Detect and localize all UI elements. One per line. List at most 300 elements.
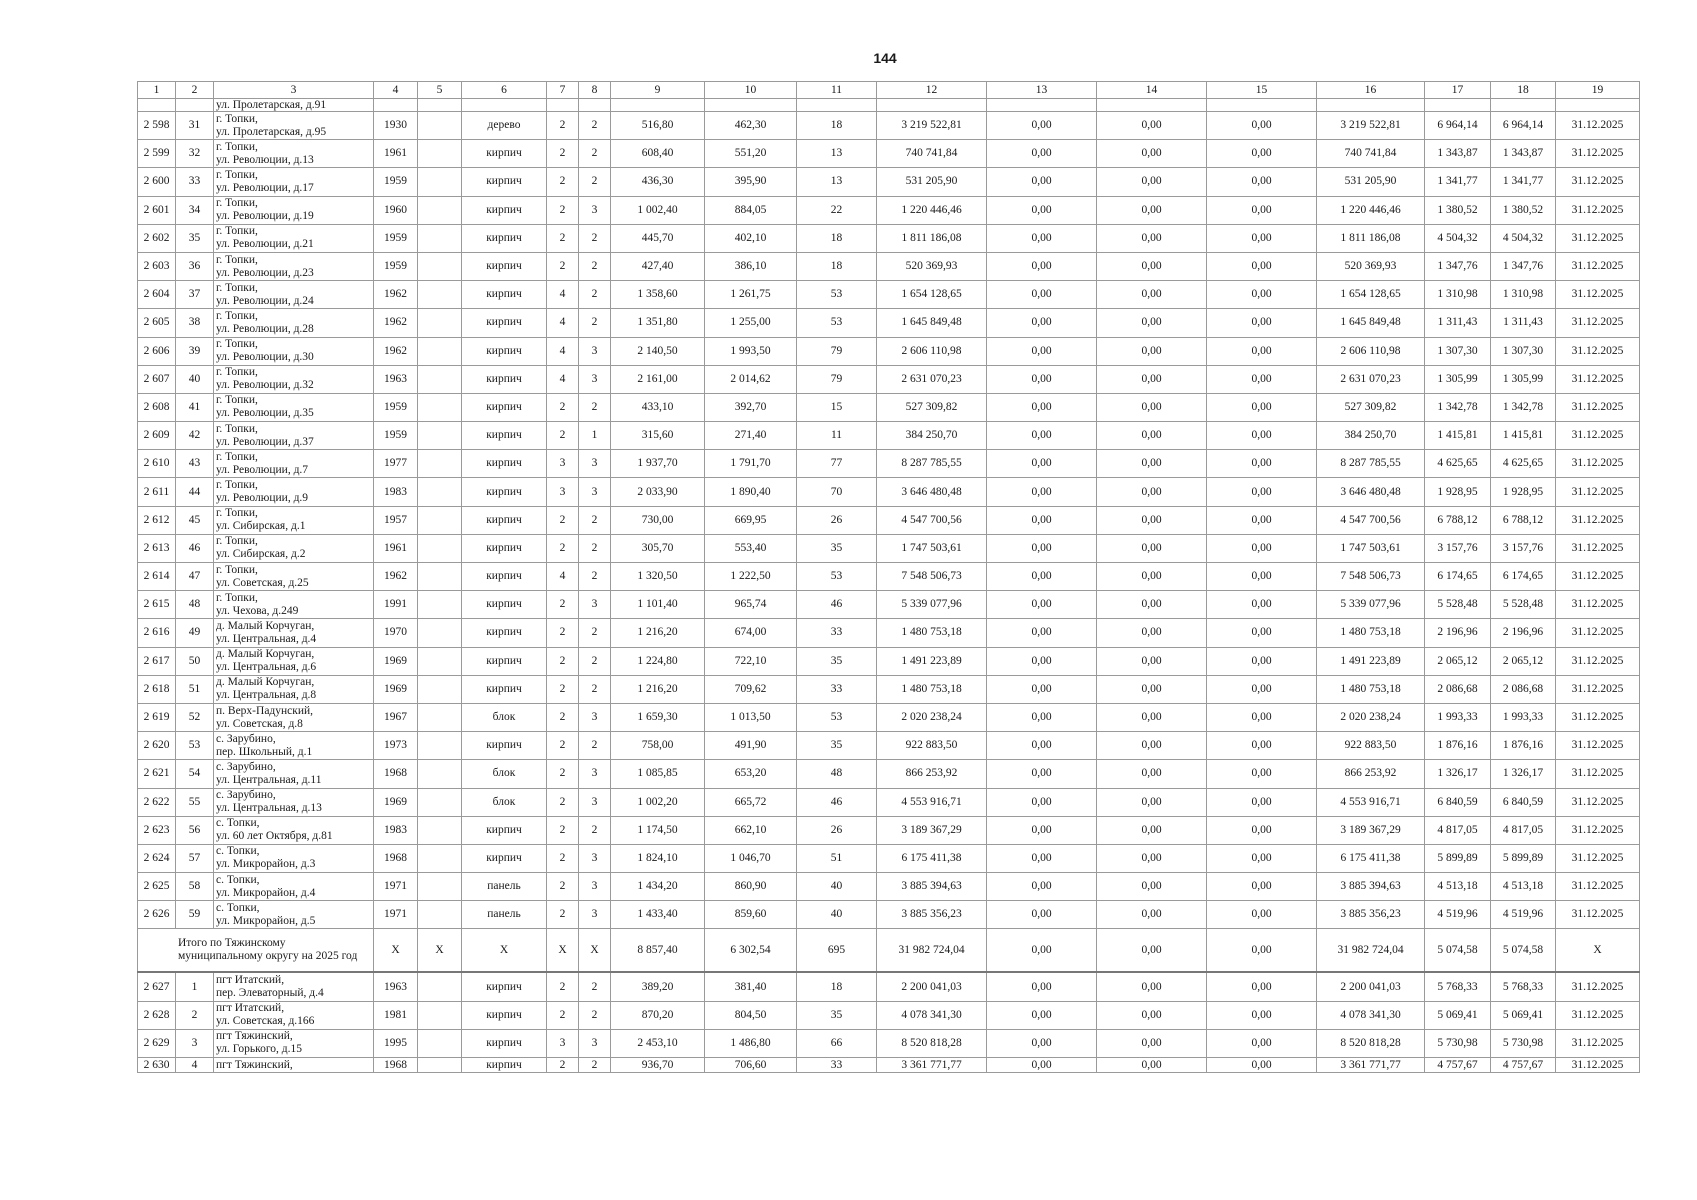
cell-col-6: кирпич (462, 309, 547, 337)
cell-col-16: 7 548 506,73 (1317, 563, 1425, 591)
address-line: ул. Революции, д.23 (216, 266, 314, 279)
address-line: г. Топки, (216, 281, 258, 294)
column-header-7: 7 (547, 82, 579, 99)
address-line: ул. Центральная, д.13 (216, 802, 322, 815)
cell-col-4: 1968 (374, 1058, 418, 1073)
cell-col-14: 0,00 (1097, 393, 1207, 421)
address-cell (214, 534, 374, 562)
address-cell (214, 281, 374, 309)
cell-col-12: 1 220 446,46 (877, 196, 987, 224)
total-cell-7: X (547, 929, 579, 973)
cell-col-1: 2 598 (138, 112, 176, 140)
address-line: ул. Советская, д.8 (216, 717, 303, 730)
address-line: пгт Тяжинский, (216, 1058, 293, 1071)
cell-col-1: 2 616 (138, 619, 176, 647)
cell-col-5 (418, 422, 462, 450)
cell-col-12: 6 175 411,38 (877, 844, 987, 872)
cell-col-9: 1 216,20 (611, 619, 705, 647)
total-cell-10: 6 302,54 (705, 929, 797, 973)
cell-col-2: 41 (176, 393, 214, 421)
cell-col-11: 40 (797, 901, 877, 929)
cell-col-4: 1991 (374, 591, 418, 619)
cell-col-17: 1 415,81 (1425, 422, 1491, 450)
table-row (138, 281, 1640, 309)
cell-col-14: 0,00 (1097, 168, 1207, 196)
cell-col-17: 1 307,30 (1425, 337, 1491, 365)
table-row (138, 591, 1640, 619)
cell-col-17: 6 840,59 (1425, 788, 1491, 816)
cell-col-7: 4 (547, 337, 579, 365)
cell-col-7: 4 (547, 281, 579, 309)
cell-col-15: 0,00 (1207, 196, 1317, 224)
cell-col-12: 384 250,70 (877, 422, 987, 450)
cell-col-15: 0,00 (1207, 901, 1317, 929)
cell-col-11: 53 (797, 563, 877, 591)
cell-col-10: 965,74 (705, 591, 797, 619)
cell-col-1: 2 630 (138, 1058, 176, 1073)
cell-col-9: 730,00 (611, 506, 705, 534)
cell-col-4 (374, 99, 418, 112)
total-cell-6: X (462, 929, 547, 973)
cell-col-12: 922 883,50 (877, 732, 987, 760)
total-cell-15: 0,00 (1207, 929, 1317, 973)
cell-col-10: 1 791,70 (705, 450, 797, 478)
cell-col-12: 1 811 186,08 (877, 224, 987, 252)
cell-col-5 (418, 140, 462, 168)
cell-col-2: 59 (176, 901, 214, 929)
cell-col-8: 3 (579, 450, 611, 478)
cell-col-8: 3 (579, 365, 611, 393)
cell-col-7: 2 (547, 647, 579, 675)
cell-col-5 (418, 619, 462, 647)
cell-col-12: 2 606 110,98 (877, 337, 987, 365)
cell-col-8: 2 (579, 252, 611, 280)
address-line: ул. Революции, д.9 (216, 492, 309, 505)
cell-col-10: 709,62 (705, 675, 797, 703)
cell-col-11: 18 (797, 252, 877, 280)
cell-col-11: 35 (797, 732, 877, 760)
cell-col-2: 47 (176, 563, 214, 591)
cell-col-9: 1 434,20 (611, 873, 705, 901)
cell-col-4: 1962 (374, 563, 418, 591)
cell-col-14: 0,00 (1097, 703, 1207, 731)
address-cell (214, 647, 374, 675)
cell-col-18: 6 840,59 (1491, 788, 1556, 816)
cell-col-19: 31.12.2025 (1556, 112, 1640, 140)
cell-col-19: 31.12.2025 (1556, 534, 1640, 562)
cell-col-13: 0,00 (987, 393, 1097, 421)
cell-col-9: 2 161,00 (611, 365, 705, 393)
cell-col-12: 7 548 506,73 (877, 563, 987, 591)
cell-col-7: 2 (547, 816, 579, 844)
cell-col-14: 0,00 (1097, 563, 1207, 591)
table-row (138, 478, 1640, 506)
address-cell (214, 365, 374, 393)
table-row (138, 365, 1640, 393)
cell-col-4: 1960 (374, 196, 418, 224)
cell-col-13: 0,00 (987, 703, 1097, 731)
cell-col-6: кирпич (462, 337, 547, 365)
cell-col-1: 2 621 (138, 760, 176, 788)
cell-col-8: 2 (579, 224, 611, 252)
cell-col-19: 31.12.2025 (1556, 309, 1640, 337)
address-line: д. Малый Корчуган, (216, 648, 315, 661)
cell-col-15: 0,00 (1207, 1029, 1317, 1057)
cell-col-12: 3 885 394,63 (877, 873, 987, 901)
cell-col-5 (418, 534, 462, 562)
cell-col-16: 1 645 849,48 (1317, 309, 1425, 337)
cell-col-14: 0,00 (1097, 972, 1207, 1001)
cell-col-13: 0,00 (987, 365, 1097, 393)
cell-col-7: 2 (547, 1058, 579, 1073)
cell-col-8: 3 (579, 873, 611, 901)
address-cell (214, 252, 374, 280)
cell-col-10: 1 013,50 (705, 703, 797, 731)
cell-col-11: 66 (797, 1029, 877, 1057)
cell-col-2: 33 (176, 168, 214, 196)
table-row (138, 140, 1640, 168)
cell-col-1: 2 623 (138, 816, 176, 844)
cell-col-17: 1 341,77 (1425, 168, 1491, 196)
column-header-10: 10 (705, 82, 797, 99)
address-line: ул. Революции, д.32 (216, 379, 314, 392)
address-line: г. Топки, (216, 338, 258, 351)
cell-col-9: 445,70 (611, 224, 705, 252)
cell-col-18: 1 380,52 (1491, 196, 1556, 224)
cell-col-17: 4 513,18 (1425, 873, 1491, 901)
cell-col-2: 3 (176, 1029, 214, 1057)
cell-col-1: 2 601 (138, 196, 176, 224)
address-line: г. Топки, (216, 225, 258, 238)
cell-col-14: 0,00 (1097, 732, 1207, 760)
address-cell (214, 591, 374, 619)
cell-col-10: 706,60 (705, 1058, 797, 1073)
cell-col-5 (418, 1058, 462, 1073)
cell-col-18: 1 326,17 (1491, 760, 1556, 788)
cell-col-15: 0,00 (1207, 619, 1317, 647)
cell-col-10: 381,40 (705, 972, 797, 1001)
column-header-13: 13 (987, 82, 1097, 99)
cell-col-15: 0,00 (1207, 393, 1317, 421)
cell-col-15: 0,00 (1207, 1001, 1317, 1029)
cell-col-17: 4 757,67 (1425, 1058, 1491, 1073)
cell-col-18: 3 157,76 (1491, 534, 1556, 562)
cell-col-4: 1962 (374, 337, 418, 365)
address-line: г. Топки, (216, 563, 258, 576)
cell-col-4: 1995 (374, 1029, 418, 1057)
address-cell (214, 393, 374, 421)
cell-col-9: 936,70 (611, 1058, 705, 1073)
cell-col-12: 2 631 070,23 (877, 365, 987, 393)
cell-col-19: 31.12.2025 (1556, 478, 1640, 506)
cell-col-4: 1971 (374, 873, 418, 901)
address-line: ул. Революции, д.24 (216, 294, 314, 307)
cell-col-18: 2 196,96 (1491, 619, 1556, 647)
address-line: ул. Микрорайон, д.4 (216, 886, 316, 899)
cell-col-14: 0,00 (1097, 365, 1207, 393)
cell-col-4: 1981 (374, 1001, 418, 1029)
cell-col-14: 0,00 (1097, 788, 1207, 816)
cell-col-7: 2 (547, 675, 579, 703)
cell-col-2: 48 (176, 591, 214, 619)
cell-col-11: 33 (797, 675, 877, 703)
cell-col-1: 2 624 (138, 844, 176, 872)
address-line: ул. Советская, д.25 (216, 576, 309, 589)
cell-col-1: 2 613 (138, 534, 176, 562)
cell-col-7: 2 (547, 732, 579, 760)
cell-col-17: 1 311,43 (1425, 309, 1491, 337)
cell-col-14: 0,00 (1097, 1001, 1207, 1029)
cell-col-4: 1959 (374, 252, 418, 280)
cell-col-19: 31.12.2025 (1556, 675, 1640, 703)
cell-col-15: 0,00 (1207, 760, 1317, 788)
cell-col-16: 3 646 480,48 (1317, 478, 1425, 506)
address-line: д. Малый Корчуган, (216, 676, 315, 689)
cell-col-10: 271,40 (705, 422, 797, 450)
cell-col-19: 31.12.2025 (1556, 972, 1640, 1001)
column-header-9: 9 (611, 82, 705, 99)
cell-col-13: 0,00 (987, 647, 1097, 675)
cell-col-15: 0,00 (1207, 788, 1317, 816)
cell-col-2: 1 (176, 972, 214, 1001)
cell-col-4: 1977 (374, 450, 418, 478)
cell-col-1: 2 626 (138, 901, 176, 929)
cell-col-17: 4 625,65 (1425, 450, 1491, 478)
cell-col-8: 3 (579, 844, 611, 872)
total-label: Итого по Тяжинскому муниципальному округу на 2025 год (138, 929, 374, 973)
cell-col-13: 0,00 (987, 873, 1097, 901)
address-cell (214, 873, 374, 901)
address-line: ул. Революции, д.19 (216, 210, 314, 223)
cell-col-7: 2 (547, 873, 579, 901)
cell-col-1 (138, 99, 176, 112)
cell-col-12: 1 654 128,65 (877, 281, 987, 309)
cell-col-16: 1 480 753,18 (1317, 675, 1425, 703)
address-line: ул. Советская, д.166 (216, 1015, 315, 1028)
cell-col-5 (418, 393, 462, 421)
cell-col-5 (418, 196, 462, 224)
address-cell (214, 844, 374, 872)
cell-col-2: 43 (176, 450, 214, 478)
cell-col-2 (176, 99, 214, 112)
cell-col-9: 1 216,20 (611, 675, 705, 703)
cell-col-19: 31.12.2025 (1556, 732, 1640, 760)
cell-col-5 (418, 816, 462, 844)
table-row (138, 873, 1640, 901)
cell-col-4: 1957 (374, 506, 418, 534)
cell-col-19: 31.12.2025 (1556, 563, 1640, 591)
cell-col-9: 608,40 (611, 140, 705, 168)
cell-col-7: 2 (547, 112, 579, 140)
total-cell-19: X (1556, 929, 1640, 973)
cell-col-18: 1 928,95 (1491, 478, 1556, 506)
cell-col-6: блок (462, 703, 547, 731)
cell-col-13: 0,00 (987, 112, 1097, 140)
cell-col-19: 31.12.2025 (1556, 450, 1640, 478)
cell-col-11: 35 (797, 534, 877, 562)
cell-col-8: 2 (579, 675, 611, 703)
address-line: ул. Микрорайон, д.5 (216, 914, 316, 927)
cell-col-8: 3 (579, 760, 611, 788)
cell-col-7: 2 (547, 252, 579, 280)
cell-col-9: 436,30 (611, 168, 705, 196)
cell-col-14: 0,00 (1097, 450, 1207, 478)
cell-col-13: 0,00 (987, 844, 1097, 872)
cell-col-2: 57 (176, 844, 214, 872)
cell-col-8: 2 (579, 647, 611, 675)
cell-col-11: 79 (797, 337, 877, 365)
cell-col-7: 2 (547, 422, 579, 450)
total-cell-5: X (418, 929, 462, 973)
cell-col-18: 4 757,67 (1491, 1058, 1556, 1073)
cell-col-6: кирпич (462, 563, 547, 591)
table-row (138, 506, 1640, 534)
cell-col-8: 2 (579, 112, 611, 140)
address-line: с. Зарубино, (216, 732, 276, 745)
cell-col-1: 2 625 (138, 873, 176, 901)
cell-col-8: 2 (579, 281, 611, 309)
cell-col-17: 1 993,33 (1425, 703, 1491, 731)
cell-col-17: 2 065,12 (1425, 647, 1491, 675)
cell-col-11: 53 (797, 309, 877, 337)
address-cell (214, 816, 374, 844)
cell-col-10: 653,20 (705, 760, 797, 788)
cell-col-8: 2 (579, 140, 611, 168)
address-cell (214, 478, 374, 506)
cell-col-9: 2 140,50 (611, 337, 705, 365)
address-cell (214, 224, 374, 252)
cell-col-5 (418, 703, 462, 731)
cell-col-7: 2 (547, 168, 579, 196)
cell-col-7: 2 (547, 591, 579, 619)
address-line: п. Верх-Падунский, (216, 704, 314, 717)
cell-col-16: 6 175 411,38 (1317, 844, 1425, 872)
cell-col-14: 0,00 (1097, 844, 1207, 872)
cell-col-4: 1971 (374, 901, 418, 929)
cell-col-8: 2 (579, 309, 611, 337)
cell-col-6: кирпич (462, 422, 547, 450)
cell-col-12: 3 361 771,77 (877, 1058, 987, 1073)
cell-col-7: 2 (547, 140, 579, 168)
cell-col-2: 55 (176, 788, 214, 816)
cell-col-15: 0,00 (1207, 703, 1317, 731)
cell-col-16: 8 520 818,28 (1317, 1029, 1425, 1057)
address-line: г. Топки, (216, 394, 258, 407)
continuation-row (138, 99, 1640, 112)
cell-col-19: 31.12.2025 (1556, 760, 1640, 788)
cell-col-16: 922 883,50 (1317, 732, 1425, 760)
cell-col-16: 1 747 503,61 (1317, 534, 1425, 562)
cell-col-13: 0,00 (987, 168, 1097, 196)
cell-col-1: 2 608 (138, 393, 176, 421)
address-line: ул. Сибирская, д.1 (216, 520, 306, 533)
cell-col-13: 0,00 (987, 1058, 1097, 1073)
cell-col-17: 5 768,33 (1425, 972, 1491, 1001)
cell-col-7 (547, 99, 579, 112)
cell-col-17: 1 310,98 (1425, 281, 1491, 309)
cell-col-18: 6 964,14 (1491, 112, 1556, 140)
cell-col-15: 0,00 (1207, 365, 1317, 393)
cell-col-16: 2 200 041,03 (1317, 972, 1425, 1001)
cell-col-17: 2 086,68 (1425, 675, 1491, 703)
cell-col-5 (418, 901, 462, 929)
cell-col-15: 0,00 (1207, 337, 1317, 365)
cell-col-17: 6 964,14 (1425, 112, 1491, 140)
address-cell (214, 760, 374, 788)
column-header-5: 5 (418, 82, 462, 99)
cell-col-15: 0,00 (1207, 450, 1317, 478)
cell-col-1: 2 622 (138, 788, 176, 816)
cell-col-16: 3 361 771,77 (1317, 1058, 1425, 1073)
cell-col-9 (611, 99, 705, 112)
cell-col-13: 0,00 (987, 252, 1097, 280)
cell-col-6: кирпич (462, 365, 547, 393)
cell-col-5 (418, 1001, 462, 1029)
address-cell (214, 901, 374, 929)
address-line: с. Топки, (216, 845, 260, 858)
cell-col-8: 3 (579, 337, 611, 365)
cell-col-18: 4 504,32 (1491, 224, 1556, 252)
cell-col-10: 1 486,80 (705, 1029, 797, 1057)
cell-col-14: 0,00 (1097, 224, 1207, 252)
cell-col-16: 1 811 186,08 (1317, 224, 1425, 252)
address-line: ул. 60 лет Октября, д.81 (216, 830, 333, 843)
column-header-8: 8 (579, 82, 611, 99)
cell-col-14: 0,00 (1097, 647, 1207, 675)
cell-col-16: 2 631 070,23 (1317, 365, 1425, 393)
cell-col-5 (418, 478, 462, 506)
total-cell-8: X (579, 929, 611, 973)
table-row-partial (138, 1058, 1640, 1073)
cell-col-6: кирпич (462, 1029, 547, 1057)
cell-col-6: кирпич (462, 732, 547, 760)
cell-col-11: 33 (797, 619, 877, 647)
cell-col-6: блок (462, 760, 547, 788)
cell-col-7: 2 (547, 972, 579, 1001)
address-line: пгт Итатский, (216, 1002, 285, 1015)
cell-col-8: 2 (579, 506, 611, 534)
cell-col-10: 491,90 (705, 732, 797, 760)
address-cell (214, 788, 374, 816)
address-line: ул. Центральная, д.11 (216, 773, 322, 786)
cell-col-19: 31.12.2025 (1556, 844, 1640, 872)
cell-col-5 (418, 732, 462, 760)
address-cell (214, 422, 374, 450)
cell-col-16: 1 220 446,46 (1317, 196, 1425, 224)
cell-col-2: 36 (176, 252, 214, 280)
cell-col-1: 2 627 (138, 972, 176, 1001)
cell-col-9: 305,70 (611, 534, 705, 562)
address-line: г. Топки, (216, 112, 258, 125)
cell-col-2: 56 (176, 816, 214, 844)
cell-col-14: 0,00 (1097, 760, 1207, 788)
cell-col-19 (1556, 99, 1640, 112)
cell-col-11: 13 (797, 168, 877, 196)
cell-col-7: 2 (547, 1001, 579, 1029)
cell-col-6: кирпич (462, 252, 547, 280)
cell-col-9: 1 174,50 (611, 816, 705, 844)
cell-col-17: 1 343,87 (1425, 140, 1491, 168)
cell-col-16: 527 309,82 (1317, 393, 1425, 421)
cell-col-6: кирпич (462, 393, 547, 421)
cell-col-17: 6 788,12 (1425, 506, 1491, 534)
cell-col-6: дерево (462, 112, 547, 140)
cell-col-13: 0,00 (987, 309, 1097, 337)
table-row (138, 337, 1640, 365)
cell-col-16: 2 606 110,98 (1317, 337, 1425, 365)
cell-col-1: 2 617 (138, 647, 176, 675)
table-row (138, 732, 1640, 760)
